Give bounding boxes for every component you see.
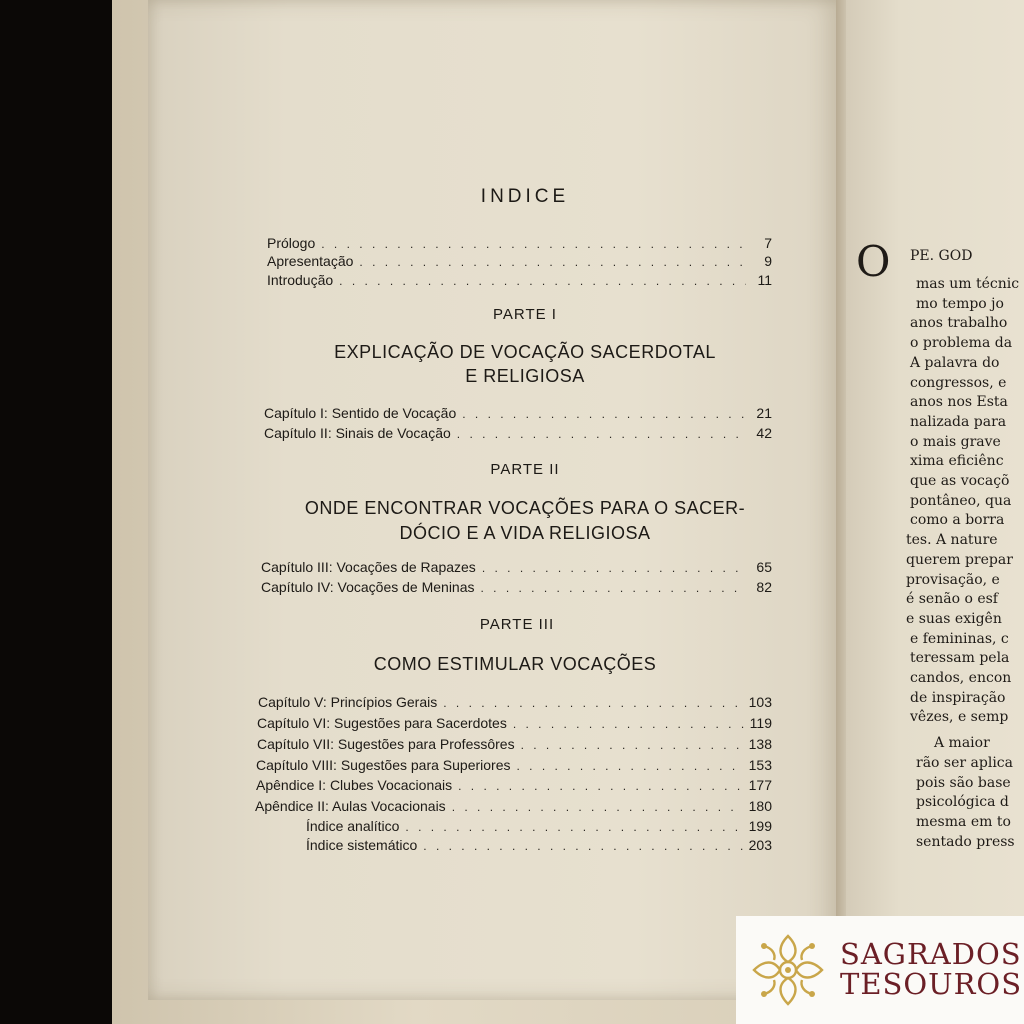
- toc-entry-page: 138: [748, 736, 772, 752]
- toc-entry-index: [306, 817, 772, 836]
- toc-entry-chapter: [257, 714, 772, 733]
- toc-entry-label: Capítulo III: Vocações de Rapazes: [261, 559, 476, 575]
- toc-entry-chapter: [258, 693, 772, 712]
- toc-entry-apresentacao: [267, 252, 772, 271]
- right-page-line: sentado press: [916, 833, 1015, 850]
- right-page-line: anos nos Esta: [910, 394, 1008, 411]
- leader-dots: [521, 736, 743, 754]
- toc-entry-page: 11: [757, 272, 772, 288]
- right-page-line: candos, encon: [910, 670, 1012, 686]
- right-page-line: teressam pela: [910, 650, 1010, 667]
- toc-entry-page: 65: [756, 559, 772, 575]
- toc-entry-appendix: [255, 797, 772, 816]
- toc-entry-label: Capítulo I: Sentido de Vocação: [264, 405, 457, 421]
- right-page-line: mo tempo jo: [916, 295, 1004, 312]
- toc-title: INDICE: [480, 186, 570, 207]
- toc-entry-label: Apresentação: [267, 253, 354, 269]
- right-page-line: o problema da: [910, 335, 1013, 352]
- leader-dots: [443, 694, 742, 712]
- leader-dots: [339, 272, 746, 290]
- leader-dots: [458, 777, 743, 795]
- toc-entry-chapter: [264, 404, 772, 423]
- leader-dots: [405, 818, 742, 836]
- right-page-line: nalizada para: [910, 413, 1007, 430]
- toc-entry-page: 9: [764, 253, 772, 269]
- part-label: PARTE III: [479, 616, 555, 633]
- right-page-line: vêzes, e semp: [910, 709, 1009, 726]
- ornament-icon: [750, 932, 826, 1008]
- part-heading-line: DÓCIO E A VIDA RELIGIOSA: [399, 523, 651, 543]
- part-heading-line: EXPLICAÇÃO DE VOCAÇÃO SACERDOTAL: [334, 342, 716, 362]
- toc-entry-page: 180: [748, 798, 772, 814]
- right-page-line: e suas exigên: [906, 610, 1002, 627]
- toc-entry-page: 203: [748, 837, 772, 853]
- leader-dots: [516, 757, 742, 775]
- right-page-line: provisação, e: [906, 571, 1000, 588]
- toc-entry-page: 42: [756, 425, 772, 441]
- leader-dots: [482, 559, 746, 577]
- watermark-logo: [736, 916, 1024, 1024]
- right-page-line: e femininas, c: [910, 630, 1009, 647]
- drop-cap: O: [856, 237, 891, 286]
- toc-entry-label: Índice analítico: [306, 818, 400, 834]
- toc-entry-chapter: [257, 735, 772, 754]
- toc-entry-page: 7: [764, 235, 772, 251]
- toc-entry-chapter: [261, 558, 772, 577]
- toc-entry-label: Introdução: [267, 272, 334, 288]
- right-page-line: anos trabalho: [910, 315, 1008, 332]
- toc-entry-label: Índice sistemático: [306, 837, 418, 853]
- part-heading-line: COMO ESTIMULAR VOCAÇÕES: [373, 654, 657, 674]
- toc-entry-label: Capítulo V: Princípios Gerais: [258, 694, 438, 710]
- right-page-line: querem prepar: [906, 551, 1013, 568]
- toc-entry-index: [306, 836, 772, 855]
- toc-entry-chapter: [264, 424, 772, 443]
- leader-dots: [481, 579, 747, 597]
- right-page-line: como a borra: [910, 512, 1005, 529]
- part-heading-line: ONDE ENCONTRAR VOCAÇÕES PARA O SACER-: [304, 498, 746, 518]
- right-page-line: A palavra do: [910, 354, 1000, 371]
- part-label: PARTE I: [493, 306, 557, 323]
- leader-dots: [423, 837, 742, 855]
- leader-dots: [452, 798, 743, 816]
- right-page-line: xima eficiênc: [910, 453, 1004, 470]
- brand-name-line2: TESOUROS: [840, 967, 1023, 1001]
- toc-entry-page: 21: [756, 405, 772, 421]
- right-page-line: pois são base: [916, 774, 1011, 791]
- toc-entry-label: Prólogo: [267, 235, 316, 251]
- right-page-line: A maior: [934, 735, 990, 752]
- toc-entry-page: 199: [748, 818, 772, 834]
- toc-entry-prologo: [267, 234, 772, 253]
- toc-entry-label: Capítulo II: Sinais de Vocação: [264, 425, 451, 441]
- toc-entry-chapter: [261, 578, 772, 597]
- toc-entry-label: Capítulo IV: Vocações de Meninas: [261, 579, 475, 595]
- part-heading-line: E RELIGIOSA: [465, 366, 585, 386]
- first-line-text: PE. GOD: [910, 248, 973, 264]
- leader-dots: [462, 405, 746, 423]
- right-page-line: é senão o esf: [906, 591, 998, 608]
- right-page-line: congressos, e: [910, 374, 1007, 391]
- toc-entry-introducao: [267, 271, 772, 290]
- right-page-line: rão ser aplica: [916, 754, 1013, 771]
- right-page: [846, 0, 1024, 920]
- right-page-line: psicológica d: [916, 794, 1009, 811]
- leader-dots: [359, 253, 746, 271]
- toc-entry-page: 153: [748, 757, 772, 773]
- leader-dots: [321, 235, 746, 253]
- toc-entry-page: 103: [748, 694, 772, 710]
- leader-dots: [513, 715, 744, 733]
- toc-entry-page: 82: [756, 579, 772, 595]
- toc-entry-label: Capítulo VI: Sugestões para Sacerdotes: [257, 715, 507, 731]
- toc-entry-label: Apêndice II: Aulas Vocacionais: [255, 798, 446, 814]
- toc-entry-label: Capítulo VII: Sugestões para Professôres: [257, 736, 515, 752]
- right-page-line: pontâneo, qua: [910, 492, 1012, 509]
- right-page-line: o mais grave: [910, 433, 1001, 450]
- part-label: PARTE II: [490, 461, 560, 478]
- toc-entry-page: 119: [749, 715, 772, 731]
- right-page-line: mas um técnic: [916, 276, 1020, 292]
- right-page-line: de inspiração: [910, 689, 1006, 706]
- toc-entry-page: 177: [748, 777, 772, 793]
- toc-entry-label: Capítulo VIII: Sugestões para Superiores: [256, 757, 511, 773]
- right-page-line: tes. A nature: [906, 532, 998, 549]
- right-page-first-line: [856, 237, 973, 286]
- right-page-line: mesma em to: [916, 813, 1011, 830]
- toc-entry-appendix: [256, 776, 772, 795]
- leader-dots: [457, 425, 746, 443]
- toc-entry-label: Apêndice I: Clubes Vocacionais: [256, 777, 453, 793]
- right-page-line: que as vocaçõ: [910, 473, 1010, 489]
- toc-entry-chapter: [256, 756, 772, 775]
- brand-name-line1: SAGRADOS: [840, 937, 1022, 971]
